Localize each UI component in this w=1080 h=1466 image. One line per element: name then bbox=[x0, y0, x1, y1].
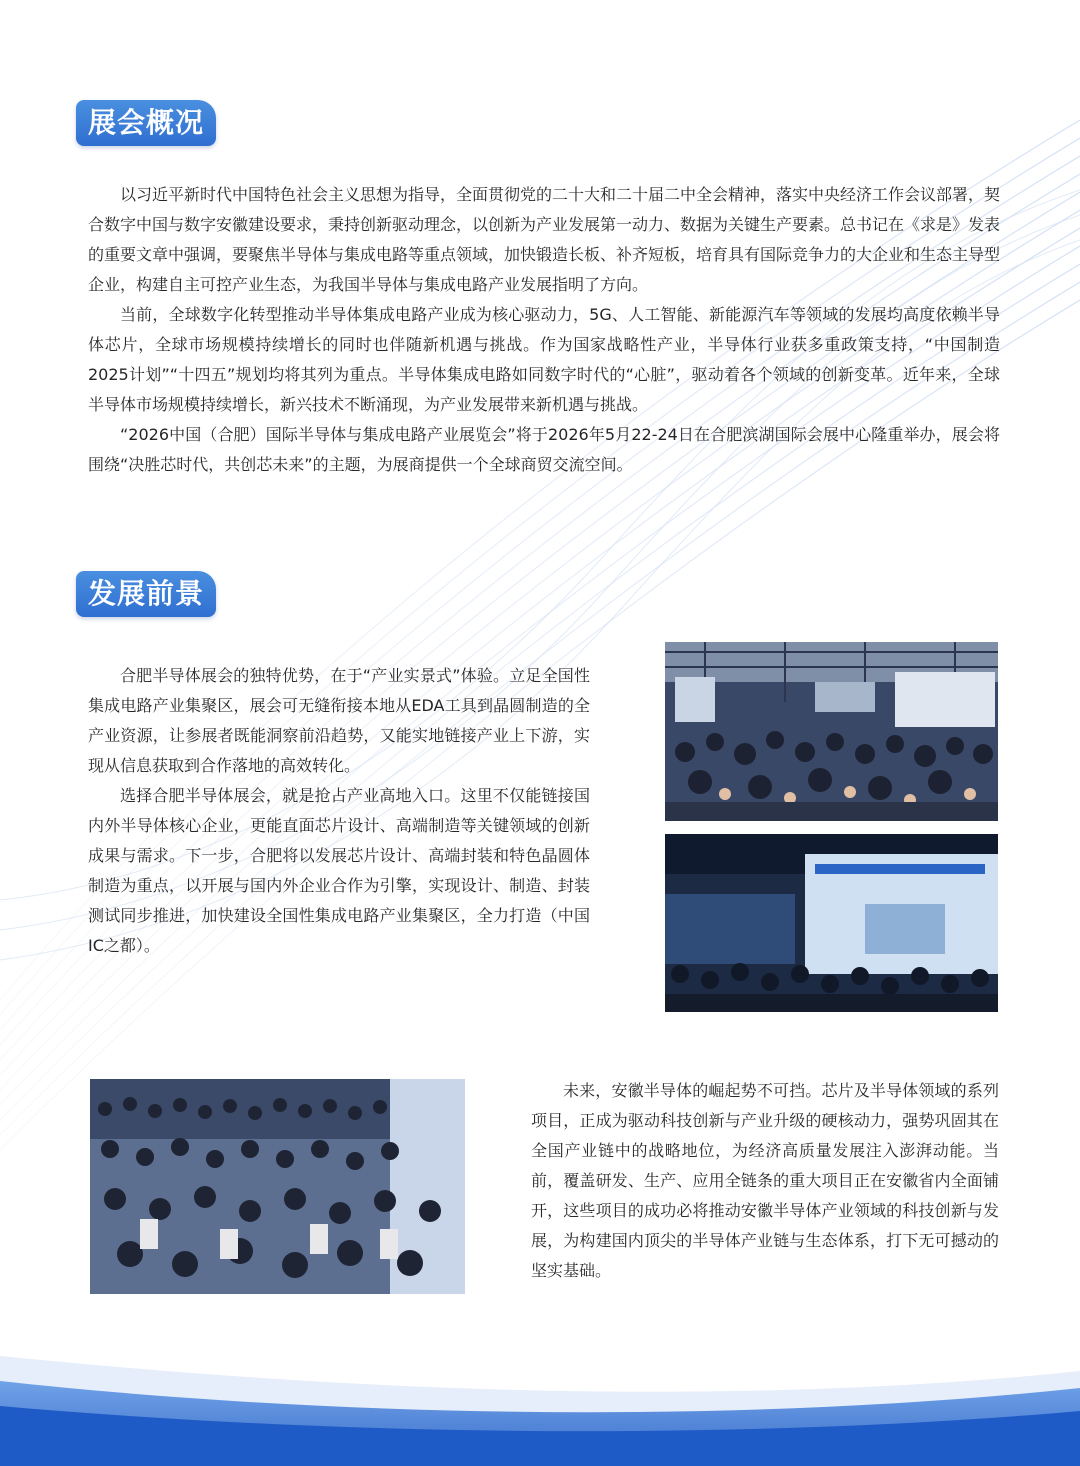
prospects-paragraph: 合肥半导体展会的独特优势，在于“产业实景式”体验。立足全国性集成电路产业集聚区，展会可无缝衔接本地从EDA工具到晶圆制造的全产业资源，让参展者既能洞察前沿趋势，又能实地链接产业上下游，实现从信息获取到合作落地的高效转化。 bbox=[88, 666, 590, 775]
exhibition-crowd-photo bbox=[665, 642, 998, 821]
overview-paragraph: “2026中国（合肥）国际半导体与集成电路产业展览会”将于2026年5月22-24日在合肥滨湖国际会展中心隆重举办，展会将围绕“决胜芯时代，共创芯未来”的主题，为展商提供一个全球商贸交流空间。 bbox=[88, 425, 1000, 474]
future-paragraph: 未来，安徽半导体的崛起势不可挡。芯片及半导体领域的系列项目，正成为驱动科技创新与产业升级的硬核动力，强势巩固其在全国产业链中的战略地位，为经济高质量发展注入澎湃动能。当前，覆盖研发、生产、应用全链条的重大项目正在安徽省内全面铺开，这些项目的成功必将推动安徽半导体产业领域的科技创新与发展，为构建国内顶尖的半导体产业链与生态体系，打下无可撼动的坚实基础。 bbox=[531, 1081, 999, 1280]
overview-paragraph: 以习近平新时代中国特色社会主义思想为指导，全面贯彻党的二十大和二十届二中全会精神，落实中央经济工作会议部署，契合数字中国与数字安徽建设要求，秉持创新驱动理念，以创新为产业发展第一动力、数据为关键生产要素。总书记在《求是》发表的重要文章中强调，要聚焦半导体与集成电路等重点领域，加快锻造长板、补齐短板，培育具有国际竞争力的大企业和生态主导型企业，构建自主可控产业生态，为我国半导体与集成电路产业发展指明了方向。 bbox=[88, 185, 1001, 294]
prospects-text bbox=[88, 661, 590, 961]
section-heading-overview: 展会概况 bbox=[76, 100, 216, 146]
overview-text bbox=[88, 180, 1000, 480]
section-heading-prospects: 发展前景 bbox=[76, 571, 216, 617]
visitors-crowd-photo bbox=[90, 1079, 465, 1294]
overview-paragraph: 当前，全球数字化转型推动半导体集成电路产业成为核心驱动力，5G、人工智能、新能源汽车等领域的发展均高度依赖半导体芯片，全球市场规模持续增长的同时也伴随新机遇与挑战。作为国家战略性产业，半导体行业获多重政策支持，“中国制造2025计划”“十四五”规划均将其列为重点。半导体集成电路如同数字时代的“心脏”，驱动着各个领域的创新变革。近年来，全球半导体市场规模持续增长，新兴技术不断涌现，为产业发展带来新机遇与挑战。 bbox=[88, 305, 1000, 414]
bottom-wave-decoration bbox=[0, 1316, 1080, 1466]
future-text bbox=[531, 1076, 999, 1286]
exhibition-booth-photo bbox=[665, 834, 998, 1012]
prospects-paragraph: 选择合肥半导体展会，就是抢占产业高地入口。这里不仅能链接国内外半导体核心企业，更能直面芯片设计、高端制造等关键领域的创新成果与需求。下一步，合肥将以发展芯片设计、高端封装和特色晶圆体制造为重点，以开展与国内外企业合作为引擎，实现设计、制造、封装测试同步推进，加快建设全国性集成电路产业集聚区，全力打造（中国IC之都）。 bbox=[88, 786, 590, 955]
